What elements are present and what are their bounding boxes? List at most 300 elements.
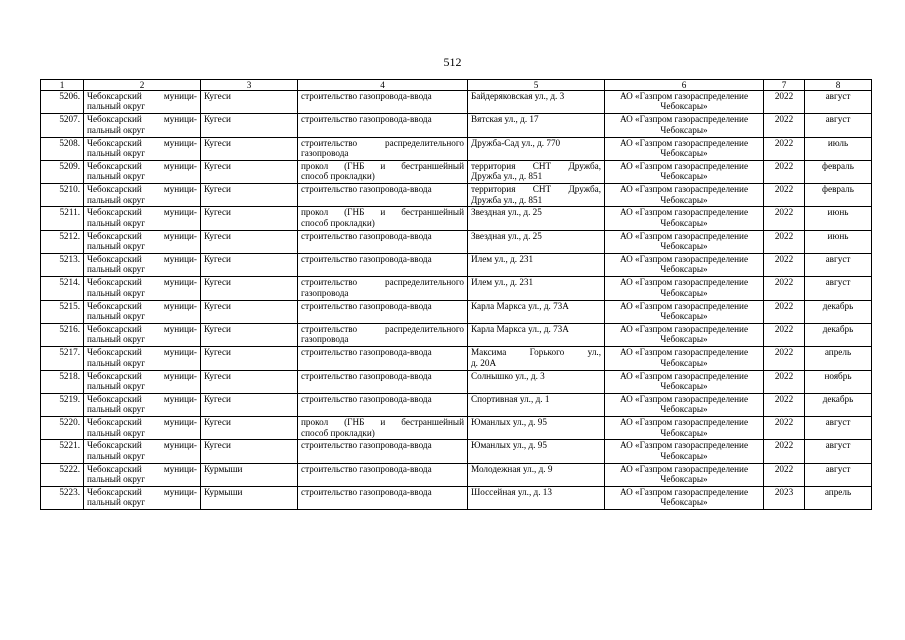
address-line-1: Дружба-Сад ул., д. 770	[471, 137, 561, 148]
settlement-cell	[201, 137, 298, 160]
address-cell	[468, 254, 605, 277]
month-text: декабрь	[822, 393, 854, 404]
month-text: август	[825, 277, 851, 288]
page-number: 512	[443, 55, 462, 69]
organization-cell	[605, 323, 764, 346]
address-line-1: Звездная ул., д. 25	[471, 230, 542, 241]
address-cell	[468, 440, 605, 463]
month-text: июнь	[827, 207, 849, 218]
district-cell	[84, 254, 201, 277]
district-cell	[84, 417, 201, 440]
year-cell	[764, 91, 805, 114]
organization-line-2: Чебоксары»	[660, 380, 708, 391]
year-text: 2022	[774, 137, 794, 148]
district-line-2: пальный округ	[87, 264, 146, 275]
header-col-7: 7	[764, 80, 805, 91]
settlement-cell	[201, 184, 298, 207]
settlement-text: Кугеси	[204, 440, 231, 451]
month-cell	[805, 417, 872, 440]
year-text: 2022	[774, 230, 794, 241]
row-number	[41, 370, 84, 393]
organization-cell	[605, 370, 764, 393]
year-text: 2022	[774, 393, 794, 404]
work-type-cell	[298, 91, 468, 114]
work-type-line-1: прокол (ГНБ и бестраншейный	[301, 417, 464, 428]
work-type-line-1: строительство распределительного	[301, 277, 464, 288]
address-cell	[468, 137, 605, 160]
row-number	[41, 417, 84, 440]
district-cell	[84, 91, 201, 114]
organization-line-1: АО «Газпром газораспределение	[619, 370, 749, 381]
address-cell	[468, 347, 605, 370]
district-line-2: пальный округ	[87, 311, 146, 322]
district-line-1: Чебоксарский муници-	[87, 91, 197, 101]
month-text: февраль	[822, 184, 854, 195]
district-line-2: пальный округ	[87, 334, 146, 345]
year-text: 2022	[774, 184, 794, 195]
organization-line-1: АО «Газпром газораспределение	[619, 463, 749, 474]
work-type-cell	[298, 114, 468, 137]
settlement-cell	[201, 463, 298, 486]
district-line-2: пальный округ	[87, 171, 146, 182]
district-cell	[84, 300, 201, 323]
district-line-2: пальный округ	[87, 217, 146, 228]
year-cell	[764, 300, 805, 323]
table-row	[41, 277, 872, 300]
settlement-cell	[201, 300, 298, 323]
address-cell	[468, 114, 605, 137]
month-cell	[805, 393, 872, 416]
work-type-cell	[298, 463, 468, 486]
year-cell	[764, 393, 805, 416]
table-row	[41, 114, 872, 137]
organization-line-2: Чебоксары»	[660, 217, 708, 228]
address-cell	[468, 230, 605, 253]
district-cell	[84, 137, 201, 160]
organization-line-1: АО «Газпром газораспределение	[619, 114, 749, 125]
organization-line-1: АО «Газпром газораспределение	[619, 91, 749, 101]
district-line-1: Чебоксарский муници-	[87, 323, 197, 334]
district-line-2: пальный округ	[87, 287, 146, 298]
work-type-line-1: строительство газопровода-ввода	[301, 300, 432, 311]
month-text: август	[825, 254, 851, 265]
organization-cell	[605, 160, 764, 183]
address-cell	[468, 370, 605, 393]
month-cell	[805, 207, 872, 230]
settlement-cell	[201, 114, 298, 137]
row-number	[41, 487, 84, 510]
district-line-2: пальный округ	[87, 241, 146, 252]
address-line-1: Илем ул., д. 231	[471, 277, 534, 288]
district-cell	[84, 207, 201, 230]
address-line-2: д. 20А	[471, 357, 497, 368]
row-number-text: 5216.	[59, 323, 80, 334]
month-cell	[805, 91, 872, 114]
settlement-text: Кугеси	[204, 184, 231, 195]
header-col-5: 5	[468, 80, 605, 91]
settlement-cell	[201, 323, 298, 346]
organization-cell	[605, 487, 764, 510]
district-cell	[84, 277, 201, 300]
district-cell	[84, 440, 201, 463]
year-text: 2022	[774, 114, 794, 125]
settlement-cell	[201, 91, 298, 114]
month-cell	[805, 300, 872, 323]
work-type-line-1: строительство газопровода-ввода	[301, 114, 432, 125]
organization-cell	[605, 254, 764, 277]
table-body	[41, 91, 872, 510]
work-type-cell	[298, 417, 468, 440]
district-line-1: Чебоксарский муници-	[87, 277, 197, 288]
month-cell	[805, 114, 872, 137]
work-type-cell	[298, 254, 468, 277]
work-type-line-1: строительство распределительного	[301, 137, 464, 148]
address-line-1: Спортивная ул., д. 1	[471, 393, 550, 404]
district-line-1: Чебоксарский муници-	[87, 370, 197, 381]
settlement-cell	[201, 487, 298, 510]
organization-line-2: Чебоксары»	[660, 287, 708, 298]
row-number	[41, 184, 84, 207]
year-text: 2022	[774, 440, 794, 451]
row-number-text: 5219.	[59, 393, 80, 404]
row-number	[41, 440, 84, 463]
year-text: 2022	[774, 207, 794, 218]
row-number	[41, 207, 84, 230]
row-number-text: 5222.	[59, 463, 80, 474]
header-row	[41, 80, 872, 91]
year-cell	[764, 207, 805, 230]
district-line-1: Чебоксарский муници-	[87, 207, 197, 218]
settlement-cell	[201, 370, 298, 393]
month-cell	[805, 184, 872, 207]
organization-cell	[605, 417, 764, 440]
row-number-text: 5209.	[59, 160, 80, 171]
address-line-1: Юманлых ул., д. 95	[471, 417, 547, 428]
organization-line-1: АО «Газпром газораспределение	[619, 160, 749, 171]
year-cell	[764, 323, 805, 346]
organization-line-2: Чебоксары»	[660, 241, 708, 252]
work-type-line-1: строительство газопровода-ввода	[301, 184, 432, 195]
row-number	[41, 300, 84, 323]
year-cell	[764, 417, 805, 440]
address-cell	[468, 393, 605, 416]
table-row	[41, 440, 872, 463]
district-line-2: пальный округ	[87, 380, 146, 391]
address-cell	[468, 300, 605, 323]
settlement-text: Кугеси	[204, 160, 231, 171]
district-cell	[84, 347, 201, 370]
organization-line-2: Чебоксары»	[660, 311, 708, 322]
work-type-cell	[298, 300, 468, 323]
month-text: август	[825, 114, 851, 125]
address-cell	[468, 160, 605, 183]
month-text: апрель	[824, 487, 852, 498]
month-text: декабрь	[822, 300, 854, 311]
row-number-text: 5220.	[59, 417, 80, 428]
address-line-1: Максима Горького ул.,	[471, 347, 601, 358]
district-cell	[84, 487, 201, 510]
month-cell	[805, 487, 872, 510]
organization-line-1: АО «Газпром газораспределение	[619, 487, 749, 498]
row-number	[41, 323, 84, 346]
header-col-3: 3	[201, 80, 298, 91]
year-cell	[764, 160, 805, 183]
organization-line-1: АО «Газпром газораспределение	[619, 184, 749, 195]
row-number-text: 5223.	[59, 487, 80, 498]
work-type-line-2: газопровода	[301, 287, 349, 298]
organization-cell	[605, 207, 764, 230]
row-number-text: 5207.	[59, 114, 80, 125]
work-type-line-1: строительство газопровода-ввода	[301, 487, 432, 498]
month-cell	[805, 160, 872, 183]
organization-line-2: Чебоксары»	[660, 497, 708, 508]
address-line-1: Звездная ул., д. 25	[471, 207, 542, 218]
work-type-line-1: строительство газопровода-ввода	[301, 230, 432, 241]
table-row	[41, 160, 872, 183]
district-line-2: пальный округ	[87, 124, 146, 135]
district-line-1: Чебоксарский муници-	[87, 184, 197, 195]
work-type-cell	[298, 487, 468, 510]
organization-line-2: Чебоксары»	[660, 171, 708, 182]
table-row	[41, 91, 872, 114]
settlement-text: Кугеси	[204, 393, 231, 404]
year-cell	[764, 254, 805, 277]
district-line-1: Чебоксарский муници-	[87, 440, 197, 451]
year-text: 2022	[774, 254, 794, 265]
table-row	[41, 230, 872, 253]
district-line-2: пальный округ	[87, 427, 146, 438]
organization-line-1: АО «Газпром газораспределение	[619, 277, 749, 288]
year-cell	[764, 440, 805, 463]
row-number-text: 5213.	[59, 254, 80, 265]
organization-line-2: Чебоксары»	[660, 427, 708, 438]
header-col-6: 6	[605, 80, 764, 91]
year-text: 2022	[774, 91, 794, 101]
settlement-cell	[201, 277, 298, 300]
month-text: февраль	[822, 160, 854, 171]
row-number-text: 5214.	[59, 277, 80, 288]
district-line-1: Чебоксарский муници-	[87, 300, 197, 311]
row-number-text: 5217.	[59, 347, 80, 358]
header-col-8: 8	[805, 80, 872, 91]
month-cell	[805, 347, 872, 370]
organization-line-2: Чебоксары»	[660, 148, 708, 158]
table-row	[41, 347, 872, 370]
work-type-line-1: строительство газопровода-ввода	[301, 440, 432, 451]
district-line-1: Чебоксарский муници-	[87, 254, 197, 265]
work-type-line-1: строительство распределительного	[301, 323, 464, 334]
organization-line-1: АО «Газпром газораспределение	[619, 254, 749, 265]
organization-cell	[605, 137, 764, 160]
month-cell	[805, 277, 872, 300]
row-number	[41, 277, 84, 300]
settlement-text: Кугеси	[204, 323, 231, 334]
year-text: 2022	[774, 277, 794, 288]
row-number-text: 5211.	[59, 207, 80, 218]
district-line-2: пальный округ	[87, 474, 146, 485]
table-row	[41, 417, 872, 440]
settlement-cell	[201, 417, 298, 440]
organization-line-2: Чебоксары»	[660, 264, 708, 275]
work-type-line-2: способ прокладки)	[301, 171, 375, 182]
year-text: 2022	[774, 370, 794, 381]
settlement-cell	[201, 254, 298, 277]
work-type-line-1: строительство газопровода-ввода	[301, 370, 432, 381]
row-number	[41, 137, 84, 160]
district-cell	[84, 463, 201, 486]
settlement-text: Кугеси	[204, 347, 231, 358]
header-col-1: 1	[41, 80, 84, 91]
settlement-text: Кугеси	[204, 417, 231, 428]
organization-cell	[605, 91, 764, 114]
table-row	[41, 207, 872, 230]
organization-cell	[605, 347, 764, 370]
header-col-2: 2	[84, 80, 201, 91]
work-type-cell	[298, 184, 468, 207]
district-line-2: пальный округ	[87, 101, 146, 112]
settlement-text: Кугеси	[204, 137, 231, 148]
address-cell	[468, 91, 605, 114]
year-cell	[764, 230, 805, 253]
organization-line-1: АО «Газпром газораспределение	[619, 137, 749, 148]
district-line-1: Чебоксарский муници-	[87, 230, 197, 241]
table-row	[41, 393, 872, 416]
district-line-2: пальный округ	[87, 497, 146, 508]
organization-line-2: Чебоксары»	[660, 194, 708, 205]
work-type-cell	[298, 347, 468, 370]
row-number	[41, 463, 84, 486]
row-number-text: 5218.	[59, 370, 80, 381]
work-type-line-1: строительство газопровода-ввода	[301, 393, 432, 404]
work-type-line-2: способ прокладки)	[301, 427, 375, 438]
settlement-cell	[201, 347, 298, 370]
organization-line-2: Чебоксары»	[660, 357, 708, 368]
organization-cell	[605, 440, 764, 463]
row-number	[41, 230, 84, 253]
work-type-line-1: строительство газопровода-ввода	[301, 91, 432, 101]
month-text: июль	[827, 137, 849, 148]
settlement-text: Кугеси	[204, 114, 231, 125]
row-number-text: 5210.	[59, 184, 80, 195]
organization-cell	[605, 230, 764, 253]
work-type-cell	[298, 323, 468, 346]
district-line-2: пальный округ	[87, 404, 146, 415]
month-cell	[805, 440, 872, 463]
table-row	[41, 463, 872, 486]
district-line-2: пальный округ	[87, 450, 146, 461]
address-cell	[468, 487, 605, 510]
work-type-cell	[298, 370, 468, 393]
district-cell	[84, 393, 201, 416]
year-cell	[764, 487, 805, 510]
organization-cell	[605, 393, 764, 416]
year-cell	[764, 277, 805, 300]
district-cell	[84, 323, 201, 346]
month-cell	[805, 463, 872, 486]
district-line-2: пальный округ	[87, 148, 146, 158]
organization-line-2: Чебоксары»	[660, 404, 708, 415]
row-number-text: 5215.	[59, 300, 80, 311]
month-cell	[805, 370, 872, 393]
address-line-1: Солнышко ул., д. 3	[471, 370, 545, 381]
work-type-line-1: строительство газопровода-ввода	[301, 463, 432, 474]
work-type-line-1: строительство газопровода-ввода	[301, 347, 432, 358]
year-text: 2022	[774, 347, 794, 358]
organization-cell	[605, 277, 764, 300]
organization-cell	[605, 463, 764, 486]
table-row	[41, 323, 872, 346]
settlement-text: Кугеси	[204, 370, 231, 381]
month-cell	[805, 254, 872, 277]
year-cell	[764, 137, 805, 160]
row-number-text: 5206.	[59, 91, 80, 101]
table-row	[41, 254, 872, 277]
settlement-cell	[201, 393, 298, 416]
settlement-text: Кугеси	[204, 254, 231, 265]
address-line-1: территория СНТ Дружба,	[471, 160, 601, 171]
settlement-cell	[201, 440, 298, 463]
header-col-4: 4	[298, 80, 468, 91]
address-cell	[468, 207, 605, 230]
work-type-line-1: прокол (ГНБ и бестраншейный	[301, 207, 464, 218]
organization-cell	[605, 300, 764, 323]
address-line-1: Юманлых ул., д. 95	[471, 440, 547, 451]
year-text: 2022	[774, 323, 794, 334]
gas-works-table	[40, 79, 872, 510]
organization-line-1: АО «Газпром газораспределение	[619, 347, 749, 358]
address-cell	[468, 323, 605, 346]
year-text: 2023	[774, 487, 794, 498]
district-cell	[84, 114, 201, 137]
organization-line-2: Чебоксары»	[660, 334, 708, 345]
month-cell	[805, 230, 872, 253]
address-cell	[468, 277, 605, 300]
district-cell	[84, 184, 201, 207]
work-type-line-1: прокол (ГНБ и бестраншейный	[301, 160, 464, 171]
district-line-1: Чебоксарский муници-	[87, 114, 197, 125]
address-line-1: территория СНТ Дружба,	[471, 184, 601, 195]
table-row	[41, 487, 872, 510]
month-text: август	[825, 91, 851, 101]
organization-line-2: Чебоксары»	[660, 450, 708, 461]
organization-line-1: АО «Газпром газораспределение	[619, 440, 749, 451]
work-type-cell	[298, 137, 468, 160]
address-line-1: Карла Маркса ул., д. 73А	[471, 323, 569, 334]
work-type-cell	[298, 277, 468, 300]
district-line-1: Чебоксарский муници-	[87, 137, 197, 148]
organization-line-1: АО «Газпром газораспределение	[619, 417, 749, 428]
work-type-cell	[298, 207, 468, 230]
organization-line-1: АО «Газпром газораспределение	[619, 230, 749, 241]
address-line-1: Илем ул., д. 231	[471, 254, 534, 265]
work-type-cell	[298, 440, 468, 463]
district-line-1: Чебоксарский муници-	[87, 160, 197, 171]
row-number-text: 5208.	[59, 137, 80, 148]
work-type-line-2: газопровода	[301, 334, 349, 345]
year-cell	[764, 114, 805, 137]
address-line-2: Дружба ул., д. 851	[471, 171, 543, 182]
work-type-cell	[298, 230, 468, 253]
district-line-1: Чебоксарский муници-	[87, 463, 197, 474]
table-row	[41, 300, 872, 323]
address-line-2: Дружба ул., д. 851	[471, 194, 543, 205]
settlement-cell	[201, 160, 298, 183]
table-row	[41, 184, 872, 207]
organization-line-1: АО «Газпром газораспределение	[619, 207, 749, 218]
organization-line-1: АО «Газпром газораспределение	[619, 300, 749, 311]
settlement-text: Курмыши	[204, 463, 243, 474]
year-cell	[764, 184, 805, 207]
